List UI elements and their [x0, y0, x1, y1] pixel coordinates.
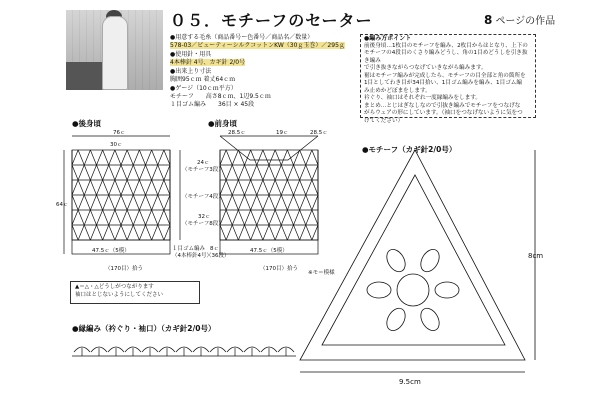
front-motif-edge	[281, 195, 287, 210]
front-neckline	[220, 136, 318, 160]
front-motif-edge	[257, 195, 263, 210]
back-motif-edge	[109, 165, 115, 180]
front-motif-edge	[294, 195, 300, 210]
hem-back-label: 47.5ｃ（5模）	[92, 248, 130, 254]
border-heading: ●縁編み（衿ぐり・袖口）（カギ針2/0号）	[72, 324, 216, 333]
back-motif-edge	[146, 210, 152, 225]
back-motif-edge	[158, 225, 164, 240]
front-motif-edge	[232, 195, 238, 210]
front-motif-edge	[232, 165, 238, 180]
back-motif-edge	[78, 180, 84, 195]
border-crochet-chart	[72, 347, 296, 356]
front-motif-edge	[275, 210, 281, 225]
notes-line: 裾はモチーフ編みが完成したら、モチーフの目全部と角の箇所を	[364, 72, 526, 79]
gauge-header: ●ゲージ（10ｃｍ平方）	[170, 85, 237, 92]
front-motif-edge	[275, 165, 281, 180]
front-top-right-label: 28.5ｃ	[310, 130, 328, 136]
back-motif-edge	[103, 210, 109, 225]
front-motif-edge	[245, 210, 251, 225]
back-motif-edge	[97, 210, 103, 225]
front-motif-edge	[238, 195, 244, 210]
back-motif-edge	[127, 225, 133, 240]
back-motif-edge	[152, 165, 158, 180]
front-motif-edge	[238, 180, 244, 195]
back-motif-edge	[72, 210, 78, 225]
front-motif-edge	[312, 180, 318, 195]
front-motif-edge	[294, 225, 300, 240]
front-motif-edge	[306, 195, 312, 210]
legend-box	[70, 281, 200, 304]
back-motif-edge	[121, 210, 127, 225]
front-motif-edge	[300, 225, 306, 240]
back-motif-edge	[90, 180, 96, 195]
back-motif-edge	[90, 150, 96, 165]
length-label: 64ｃ	[56, 202, 69, 208]
hem-front-label: 47.5ｃ（5模）	[250, 248, 288, 254]
page-title: ０５．モチーフのセーター	[170, 11, 373, 30]
motif-triangle-outer	[300, 150, 525, 360]
back-motif-edge	[146, 150, 152, 165]
notes-line: けてください）	[364, 117, 404, 124]
notes-line: 1目としてわき目が34目拾い、1目ゴム編みを編み、1目ゴム編	[364, 80, 522, 86]
back-motif-edge	[146, 180, 152, 195]
front-motif-edge	[269, 165, 275, 180]
gauge-rib: １目ゴム編み 36目 × 45段	[170, 101, 255, 108]
back-motif-edge	[103, 225, 109, 240]
back-motif-edge	[133, 150, 139, 165]
front-motif-edge	[226, 180, 232, 195]
back-motif-edge	[84, 195, 90, 210]
back-motif-edge	[84, 165, 90, 180]
back-motif-edge	[164, 180, 170, 195]
back-motif-edge	[133, 165, 139, 180]
front-motif-edge	[238, 150, 244, 165]
back-motif-edge	[90, 195, 96, 210]
front-motif-edge	[232, 150, 238, 165]
front-motif-edge	[269, 225, 275, 240]
front-motif-edge	[232, 225, 238, 240]
motif-label: （モチーフ4段）	[182, 194, 224, 200]
hem-rows-label-2: （36段）	[206, 253, 230, 259]
back-motif-edge	[121, 225, 127, 240]
front-motif-edge	[257, 210, 263, 225]
back-motif-edge	[115, 180, 121, 195]
back-motif-edge	[127, 195, 133, 210]
front-motif-edge	[226, 210, 232, 225]
motif-petal	[383, 246, 409, 275]
front-motif-edge	[287, 165, 293, 180]
back-motif-edge	[103, 165, 109, 180]
back-motif-edge	[97, 150, 103, 165]
page-reference-text: ページの作品	[495, 16, 556, 27]
back-motif-edge	[121, 195, 127, 210]
front-motif-edge	[232, 210, 238, 225]
front-motif-edge	[263, 225, 269, 240]
back-motif-edge	[78, 165, 84, 180]
front-motif-edge	[294, 210, 300, 225]
back-motif-edge	[139, 150, 145, 165]
front-motif-edge	[312, 225, 318, 240]
front-motif-edge	[226, 150, 232, 165]
front-motif-edge	[226, 195, 232, 210]
back-motif-edge	[127, 165, 133, 180]
notes-line: 衿ぐり、袖口はそれぞれ一度縁編みをします。	[364, 95, 482, 101]
back-motif-edge	[121, 180, 127, 195]
back-motif-edge	[84, 225, 90, 240]
motif-petal	[383, 305, 409, 334]
back-motif-edge	[78, 210, 84, 225]
front-motif-edge	[251, 165, 257, 180]
back-width-label: 76ｃ	[113, 130, 126, 136]
back-motif-edge	[139, 165, 145, 180]
front-motif-edge	[269, 150, 275, 165]
back-motif-edge	[103, 180, 109, 195]
back-motif-edge	[158, 195, 164, 210]
notes-line: で引き抜きながらつなげていきながら編みます。	[364, 65, 487, 71]
back-motif-edge	[158, 180, 164, 195]
front-motif-edge	[251, 180, 257, 195]
back-motif-edge	[109, 225, 115, 240]
back-motif-edge	[72, 195, 78, 210]
back-motif-edge	[84, 210, 90, 225]
front-motif-edge	[257, 165, 263, 180]
front-motif-edge	[306, 210, 312, 225]
back-motif-edge	[146, 195, 152, 210]
back-motif-edge	[127, 210, 133, 225]
front-motif-edge	[269, 210, 275, 225]
front-motif-edge	[263, 180, 269, 195]
front-motif-edge	[281, 225, 287, 240]
back-motif-edge	[97, 180, 103, 195]
front-motif-edge	[275, 150, 281, 165]
front-motif-edge	[257, 150, 263, 165]
rib-label: １目ゴム編み	[172, 246, 206, 252]
back-motif-edge	[115, 225, 121, 240]
motif-petal	[435, 282, 459, 298]
motif-rows-note: （モチーフ3段）	[182, 167, 224, 173]
back-motif-edge	[164, 165, 170, 180]
notes-line: み止めかどぼまをします。	[364, 87, 431, 94]
motif-count-label: （モチーフ8段）	[182, 221, 224, 227]
back-motif-edge	[121, 165, 127, 180]
notes-line: モチーフの4段目のくさり編みどうし、角の1目めどうしを引き抜き編み	[364, 50, 528, 64]
page-number: 8	[484, 13, 493, 27]
back-motif-edge	[90, 210, 96, 225]
pickup-back-label: （170目）拾う	[105, 266, 143, 272]
front-motif-edge	[281, 180, 287, 195]
front-motif-edge	[251, 150, 257, 165]
back-motif-edge	[164, 225, 170, 240]
notes-line: がらウェアの形にしています。（袖口をつなげないように気をつ	[364, 110, 523, 116]
back-motif-edge	[164, 195, 170, 210]
materials-header: ●用意する毛糸（商品番号ー色番号／商品名／数量）	[170, 34, 314, 41]
front-motif-edge	[220, 225, 226, 240]
motif-heading: ●モチーフ（カギ針2/0号）	[362, 145, 457, 154]
front-motif-edge	[306, 150, 312, 165]
front-motif-edge	[238, 225, 244, 240]
front-motif-edge	[257, 225, 263, 240]
back-motif-edge	[78, 225, 84, 240]
front-motif-edge	[287, 195, 293, 210]
motif-triangle-inner	[322, 175, 505, 345]
pickup-front-label: （170目）拾う	[260, 266, 298, 272]
size-header: ●出来上り寸法	[170, 68, 212, 75]
back-motif-edge	[133, 180, 139, 195]
notes-line: 前後身頃…1枚目のモチーフを編み、2枚目からはとなり、上下の	[364, 42, 528, 49]
back-motif-edge	[78, 150, 84, 165]
back-neck-label: 30ｃ	[110, 142, 123, 148]
back-body-heading: ●後身頃	[72, 119, 102, 128]
front-motif-edge	[294, 150, 300, 165]
front-motif-edge	[312, 195, 318, 210]
front-motif-edge	[245, 165, 251, 180]
front-motif-edge	[300, 195, 306, 210]
back-motif-edge	[109, 180, 115, 195]
size-text: 胸囲95ｃｍ 着丈64ｃｍ	[170, 76, 236, 83]
front-motif-edge	[300, 180, 306, 195]
rib-needle-label: （4本棒針4号）	[172, 253, 212, 259]
front-motif-edge	[281, 165, 287, 180]
motif-width-label: 9.5cm	[399, 378, 421, 386]
back-motif-edge	[109, 210, 115, 225]
back-motif-edge	[158, 165, 164, 180]
motif-crochet-chart	[300, 150, 535, 372]
front-motif-edge	[263, 210, 269, 225]
front-motif-edge	[300, 150, 306, 165]
front-motif-edge	[275, 195, 281, 210]
tools-header: ●使用針・用具	[170, 51, 212, 58]
back-motif-edge	[84, 150, 90, 165]
front-motif-edge	[245, 180, 251, 195]
front-motif-edge	[275, 225, 281, 240]
back-motif-edge	[109, 195, 115, 210]
back-motif-edge	[72, 180, 78, 195]
motif-petal	[417, 305, 443, 334]
back-motif-edge	[115, 210, 121, 225]
gauge-motif: モチーフ 高さ8ｃｍ、1辺9.5ｃｍ	[170, 93, 271, 100]
front-motif-edge	[220, 150, 226, 165]
motif-rows-label: 24ｃ	[197, 160, 210, 166]
front-motif-edge	[226, 165, 232, 180]
back-motif-edge	[78, 195, 84, 210]
back-motif-edge	[164, 210, 170, 225]
back-motif-edge	[72, 165, 78, 180]
front-motif-edge	[312, 150, 318, 165]
tools-value: 4本棒針 4号、カギ針 2/0号	[170, 59, 246, 66]
back-motif-edge	[115, 165, 121, 180]
legend-line: ▲＝△・△どうしがつながります	[75, 284, 154, 290]
front-body-heading: ●前身頃	[208, 119, 238, 128]
back-motif-edge	[103, 150, 109, 165]
back-motif-edge	[152, 150, 158, 165]
motif-height-label: 8cm	[528, 252, 544, 260]
back-motif-edge	[109, 150, 115, 165]
back-motif-edge	[127, 180, 133, 195]
back-motif-edge	[72, 225, 78, 240]
back-motif-edge	[158, 150, 164, 165]
front-motif-edge	[269, 195, 275, 210]
front-motif-edge	[251, 225, 257, 240]
front-motif-edge	[294, 165, 300, 180]
front-motif-edge	[263, 165, 269, 180]
notes-line: まとめ…とじはぎなしなので引抜き編みでモチーフをつなげな	[364, 102, 521, 109]
back-motif-edge	[121, 150, 127, 165]
front-motif-edge	[287, 150, 293, 165]
front-motif-edge	[238, 165, 244, 180]
back-motif-edge	[139, 225, 145, 240]
back-motif-edge	[133, 225, 139, 240]
front-motif-edge	[287, 225, 293, 240]
back-motif-edge	[97, 165, 103, 180]
motif-petal	[417, 246, 443, 275]
front-motif-edge	[232, 180, 238, 195]
front-motif-edge	[245, 195, 251, 210]
back-motif-edge	[152, 210, 158, 225]
front-motif-edge	[312, 165, 318, 180]
back-motif-edge	[90, 165, 96, 180]
back-motif-edge	[158, 210, 164, 225]
front-motif-edge	[263, 195, 269, 210]
front-motif-edge	[287, 180, 293, 195]
back-motif-edge	[152, 180, 158, 195]
back-motif-edge	[139, 195, 145, 210]
front-motif-edge	[306, 225, 312, 240]
back-motif-edge	[152, 225, 158, 240]
front-motif-edge	[251, 210, 257, 225]
back-motif-edge	[115, 150, 121, 165]
front-motif-edge	[257, 180, 263, 195]
front-motif-edge	[281, 150, 287, 165]
front-motif-edge	[251, 195, 257, 210]
back-motif-edge	[103, 195, 109, 210]
width-center-label: 32ｃ	[198, 214, 211, 220]
front-top-mid-label: 19ｃ	[276, 130, 289, 136]
motif-petal	[367, 282, 391, 298]
back-motif-edge	[139, 210, 145, 225]
motif-center-ring	[397, 274, 429, 306]
front-top-left-label: 28.5ｃ	[228, 130, 246, 136]
back-motif-edge	[115, 195, 121, 210]
front-motif-edge	[275, 180, 281, 195]
back-motif-edge	[127, 150, 133, 165]
legend-line: 袖口はとじないようにしてください	[75, 292, 164, 298]
back-motif-edge	[139, 180, 145, 195]
back-motif-edge	[133, 210, 139, 225]
hem-rows-label: 8ｃ	[210, 246, 219, 252]
back-motif-edge	[72, 150, 78, 165]
back-motif-edge	[90, 225, 96, 240]
back-motif-edge	[152, 195, 158, 210]
pattern-note: ※モ＝模様	[308, 270, 335, 276]
back-motif-edge	[97, 195, 103, 210]
front-motif-edge	[312, 210, 318, 225]
yarn-text: 578-03／ビューティーシルクコットンKW（30ｇ玉巻）／295ｇ	[170, 42, 345, 49]
back-motif-edge	[164, 150, 170, 165]
front-motif-edge	[238, 210, 244, 225]
front-motif-edge	[300, 165, 306, 180]
back-motif-edge	[84, 180, 90, 195]
front-motif-edge	[269, 180, 275, 195]
front-motif-edge	[226, 225, 232, 240]
front-motif-edge	[306, 165, 312, 180]
back-body-diagram	[64, 136, 170, 254]
back-motif-edge	[133, 195, 139, 210]
front-motif-edge	[300, 210, 306, 225]
front-motif-edge	[245, 225, 251, 240]
front-motif-edge	[245, 150, 251, 165]
front-motif-edge	[281, 210, 287, 225]
front-motif-edge	[287, 210, 293, 225]
back-motif-edge	[146, 225, 152, 240]
front-motif-edge	[306, 180, 312, 195]
back-motif-edge	[97, 225, 103, 240]
notes-header: ●編み方ポイント	[364, 35, 412, 42]
front-motif-edge	[294, 180, 300, 195]
back-motif-edge	[146, 165, 152, 180]
front-motif-edge	[263, 150, 269, 165]
